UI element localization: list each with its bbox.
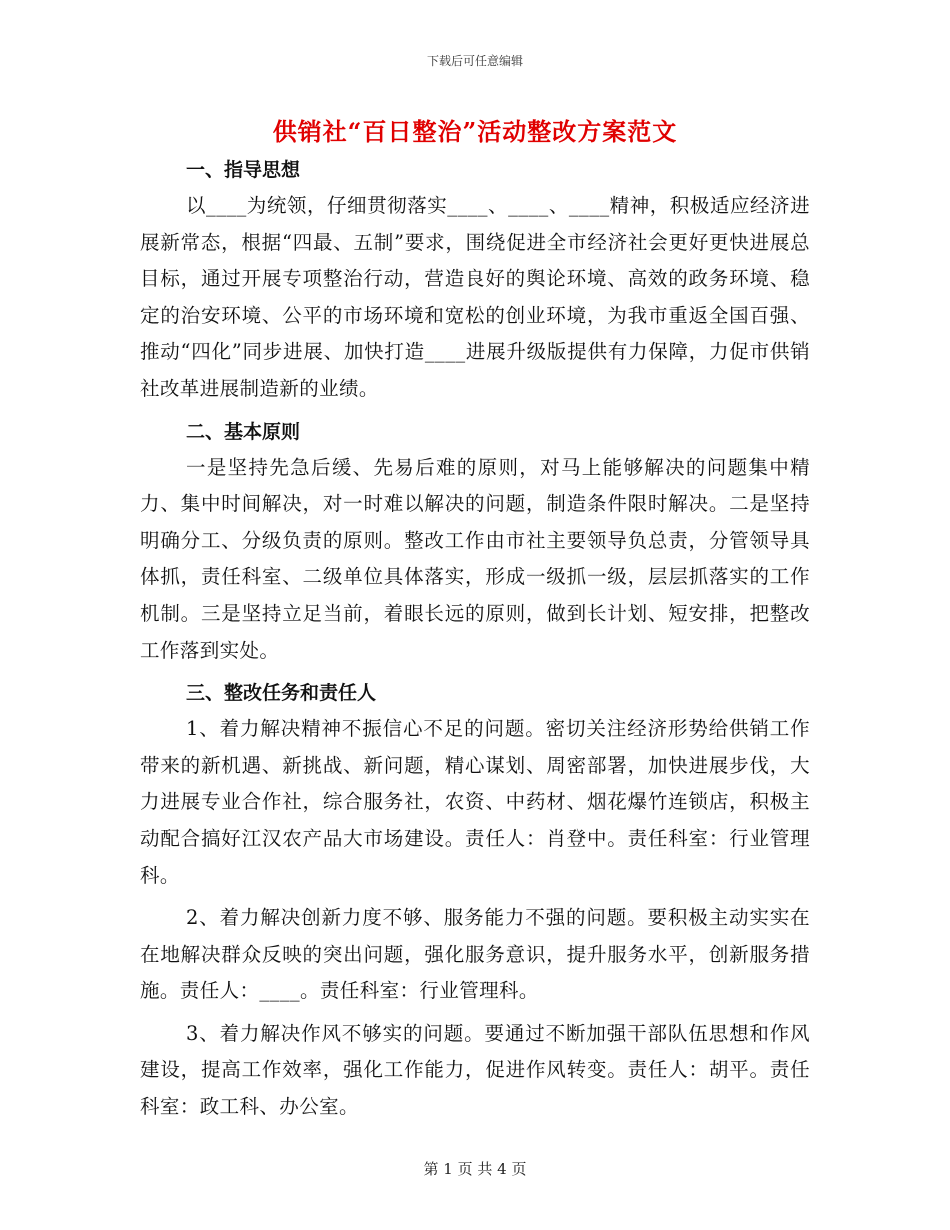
paragraph-task-2: 2、着力解决创新力度不够、服务能力不强的问题。要积极主动实实在在地解决群众反映的突出问题，强化服务意识，提升服务水平，创新服务措施。责任人：____。责任科室：行业管理科。 (140, 906, 810, 1003)
paragraph-guiding-thought: 以____为统领，仔细贯彻落实____、____、____精神，积极适应经济进展新常态，根据“四最、五制”要求，围绕促进全市经济社会更好更快进展总目标，通过开展专项整治行动，营造良好的舆论环境、高效的政务环境、稳定的治安环境、公平的市场环境和宽松的创业环境，为我市重返全国百强、推动“四化”同步进展、加快打造____进展升级版提供有力保障，力促市供销社改革进展制造新的业绩。 (140, 194, 810, 400)
paragraph-task-1: 1、着力解决精神不振信心不足的问题。密切关注经济形势给供销工作带来的新机遇、新挑战、新问题，精心谋划、周密部署，加快进展步伐，大力进展专业合作社，综合服务社，农资、中药材、烟花爆竹连锁店，积极主动配合搞好江汉农产品大市场建设。责任人：肖登中。责任科室：行业管理科。 (140, 717, 810, 887)
section-heading-basic-principles: 二、基本原则 (186, 420, 301, 443)
paragraph-basic-principles: 一是坚持先急后缓、先易后难的原则，对马上能够解决的问题集中精力、集中时间解决，对一时难以解决的问题，制造条件限时解决。二是坚持明确分工、分级负责的原则。整改工作由市社主要领导负总责，分管领导具体抓，责任科室、二级单位具体落实，形成一级抓一级，层层抓落实的工作机制。三是坚持立足当前，着眼长远的原则，做到长计划、短安排，把整改工作落到实处。 (140, 455, 810, 662)
page-header: 下载后可任意编辑 (426, 54, 523, 68)
section-heading-guiding-thought: 一、指导思想 (186, 159, 301, 181)
section-heading-tasks: 三、整改任务和责任人 (186, 682, 377, 705)
document-body (140, 152, 810, 1126)
paragraph-task-3: 3、着力解决作风不够实的问题。要通过不断加强干部队伍思想和作风建设，提高工作效率，强化工作能力，促进作风转变。责任人：胡平。责任科室：政工科、办公室。 (140, 1021, 810, 1119)
page-number-footer: 第 1 页 共 4 页 (423, 1160, 527, 1178)
document-title: 供销社“百日整治”活动整改方案范文 (272, 117, 678, 146)
